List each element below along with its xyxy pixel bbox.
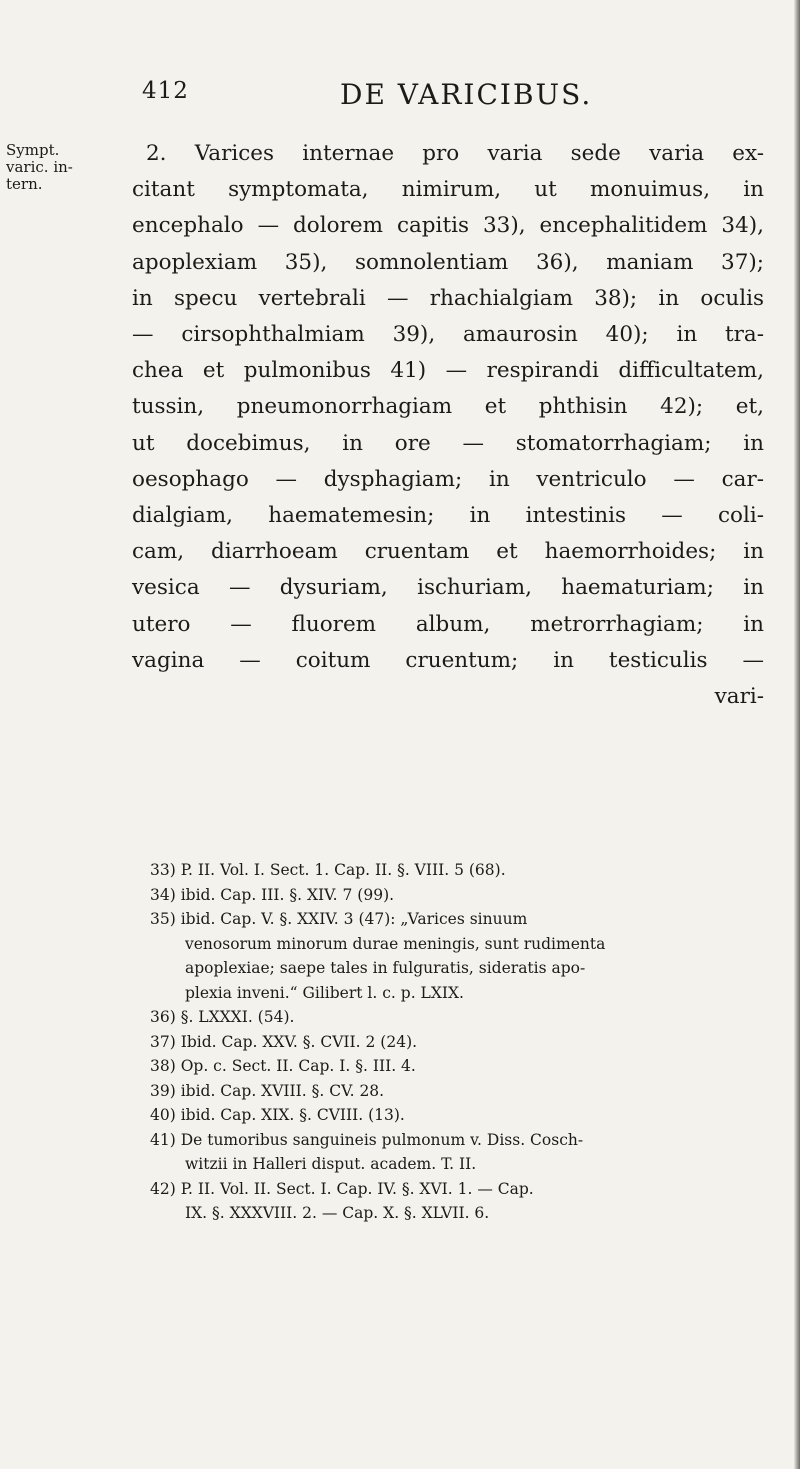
main-text [132, 136, 764, 715]
footnote-41-cont: witzii in Halleri disput. academ. T. II. [185, 1155, 477, 1173]
text-line: cam, diarrhoeam cruentam et haemorrhoides; in [132, 539, 764, 565]
text-line: — cirsophthalmiam 39), amaurosin 40); in tra- [132, 322, 764, 348]
text-line: dialgiam, haematemesin; in intestinis — coli- [132, 503, 764, 529]
page-edge-shadow [794, 0, 800, 1469]
footnote-38: 38) Op. c. Sect. II. Cap. I. §. III. 4. [150, 1057, 416, 1075]
text-line: apoplexiam 35), somnolentiam 36), maniam 37); [132, 249, 764, 275]
margin-note-line: varic. in- [6, 158, 73, 176]
text-line: 2. Varices internae pro varia sede varia ex- [146, 141, 764, 166]
catchword: vari- [714, 684, 764, 710]
text-line: utero — fluorem album, metrorrhagiam; in [132, 611, 764, 637]
text-line: oesophago — dysphagiam; in ventriculo — car- [132, 466, 764, 492]
margin-note-line: tern. [6, 175, 43, 193]
margin-note-line: Sympt. [6, 141, 60, 159]
text-line: ut docebimus, in ore — stomatorrhagiam; in [132, 430, 764, 456]
footnote-41: 41) De tumoribus sanguineis pulmonum v. Diss. Cosch- [150, 1130, 584, 1149]
text-line: citant symptomata, nimirum, ut monuimus, in [132, 177, 764, 203]
footnote-42: 42) P. II. Vol. II. Sect. I. Cap. IV. §. XVI. 1. — Cap. [150, 1179, 534, 1198]
footnote-33: 33) P. II. Vol. I. Sect. 1. Cap. II. §. VIII. 5 (68). [150, 861, 506, 879]
footnote-34: 34) ibid. Cap. III. §. XIV. 7 (99). [150, 885, 395, 904]
text-line: tussin, pneumonorrhagiam et phthisin 42); et, [132, 394, 764, 420]
text-line: in specu vertebrali — rhachialgiam 38); in oculis [132, 285, 764, 311]
page-number: 412 [142, 78, 189, 104]
page-header [0, 78, 800, 118]
text-line: vesica — dysuriam, ischuriam, haematuriam; in [132, 575, 764, 601]
text-line: vagina — coitum cruentum; in testiculis — [132, 647, 764, 673]
footnotes [150, 858, 774, 1226]
footnote-35: 35) ibid. Cap. V. §. XXIV. 3 (47): „Varices sinuum [150, 910, 528, 928]
running-title: DE VARICIBUS. [340, 78, 593, 111]
footnote-39: 39) ibid. Cap. XVIII. §. CV. 28. [150, 1081, 385, 1100]
footnote-42-cont: IX. §. XXXVIII. 2. — Cap. X. §. XLVII. 6. [185, 1204, 490, 1222]
footnote-35-cont: apoplexiae; saepe tales in fulguratis, sideratis apo- [185, 959, 586, 977]
margin-note [6, 142, 86, 193]
footnote-40: 40) ibid. Cap. XIX. §. CVIII. (13). [150, 1106, 405, 1124]
text-line: chea et pulmonibus 41) — respirandi difficultatem, [132, 358, 764, 384]
footnote-37: 37) Ibid. Cap. XXV. §. CVII. 2 (24). [150, 1032, 418, 1051]
footnote-35-cont: venosorum minorum durae meningis, sunt rudimenta [185, 934, 606, 953]
footnote-36: 36) §. LXXXI. (54). [150, 1008, 295, 1026]
text-line: encephalo — dolorem capitis 33), encephalitidem 34), [132, 213, 764, 239]
footnote-35-cont: plexia inveni.“ Gilibert l. c. p. LXIX. [185, 983, 464, 1002]
